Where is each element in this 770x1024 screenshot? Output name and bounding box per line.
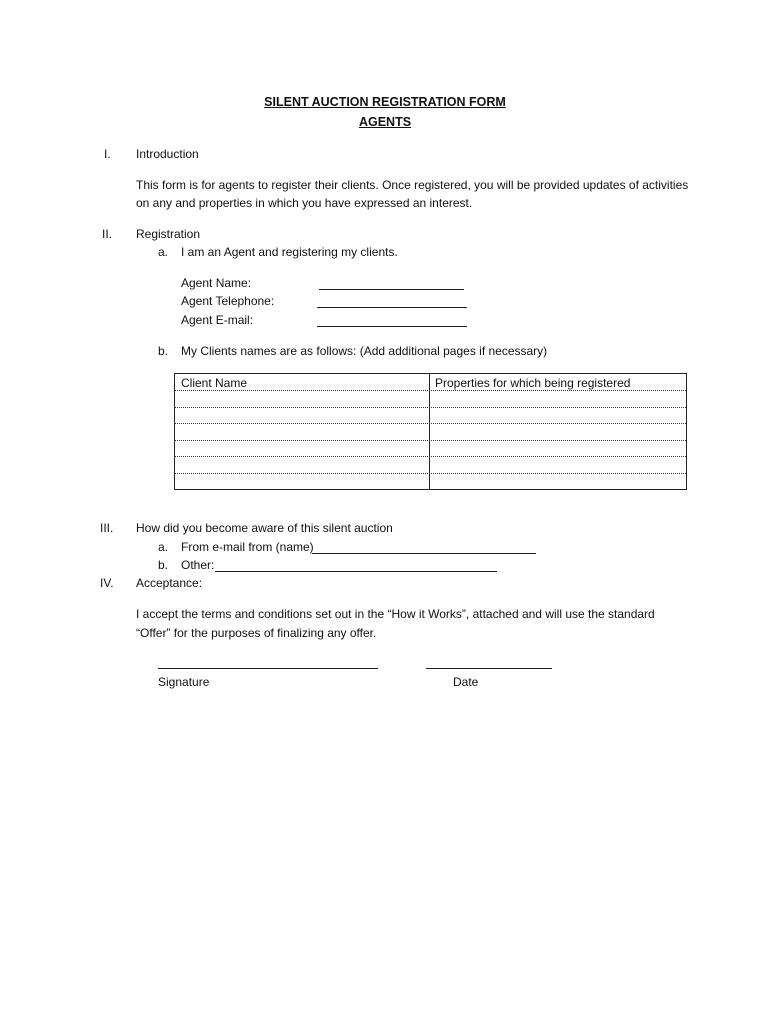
section-1-heading: Introduction xyxy=(136,147,199,161)
section-1-numeral: I. xyxy=(104,147,111,161)
section-2-numeral: II. xyxy=(102,227,113,241)
agent-telephone-label: Agent Telephone: xyxy=(181,294,275,308)
item-2b-text: My Clients names are as follows: (Add additional pages if necessary) xyxy=(181,344,548,358)
section-4-numeral: IV. xyxy=(100,576,114,590)
intro-text-line-2: on any and properties in which you have expressed an interest. xyxy=(136,196,473,210)
form-subtitle: AGENTS xyxy=(358,115,412,129)
intro-text-line-1: This form is for agents to register their clients. Once registered, you will be provided updates of activities xyxy=(136,178,689,192)
clients-table xyxy=(174,373,687,490)
agent-telephone-field[interactable] xyxy=(317,307,467,308)
other-source-field[interactable] xyxy=(215,571,497,572)
table-header-client-name: Client Name xyxy=(181,376,248,390)
table-header-properties: Properties for which being registered xyxy=(435,376,631,390)
item-2a-text: I am an Agent and registering my clients. xyxy=(181,245,398,259)
table-row-divider xyxy=(175,423,686,424)
agent-name-field[interactable] xyxy=(319,289,464,290)
email-from-name-field[interactable] xyxy=(312,553,536,554)
table-column-divider xyxy=(429,374,430,489)
signature-field[interactable] xyxy=(158,668,378,669)
section-4-heading: Acceptance: xyxy=(136,576,203,590)
table-row-divider xyxy=(175,473,686,474)
table-row-divider xyxy=(175,440,686,441)
agent-email-field[interactable] xyxy=(317,326,467,327)
signature-label: Signature xyxy=(158,675,210,689)
item-2a-marker: a. xyxy=(158,245,169,259)
table-row-divider xyxy=(175,390,686,391)
table-row-divider xyxy=(175,456,686,457)
section-3-numeral: III. xyxy=(100,521,114,535)
agent-email-label: Agent E-mail: xyxy=(181,313,254,327)
item-3a-marker: a. xyxy=(158,540,169,554)
item-2b-marker: b. xyxy=(158,344,169,358)
date-label: Date xyxy=(453,675,479,689)
section-2-heading: Registration xyxy=(136,227,201,241)
item-3b-text: Other: xyxy=(181,558,215,572)
acceptance-text-line-1: I accept the terms and conditions set out in the “How it Works”, attached and will use the standard xyxy=(136,607,655,621)
acceptance-text-line-2: “Offer” for the purposes of finalizing any offer. xyxy=(136,626,377,640)
table-row-divider xyxy=(175,407,686,408)
item-3b-marker: b. xyxy=(158,558,169,572)
item-3a-text: From e-mail from (name) xyxy=(181,540,314,554)
agent-name-label: Agent Name: xyxy=(181,276,252,290)
form-title: SILENT AUCTION REGISTRATION FORM xyxy=(264,95,506,109)
section-3-heading: How did you become aware of this silent auction xyxy=(136,521,393,535)
date-field[interactable] xyxy=(426,668,552,669)
